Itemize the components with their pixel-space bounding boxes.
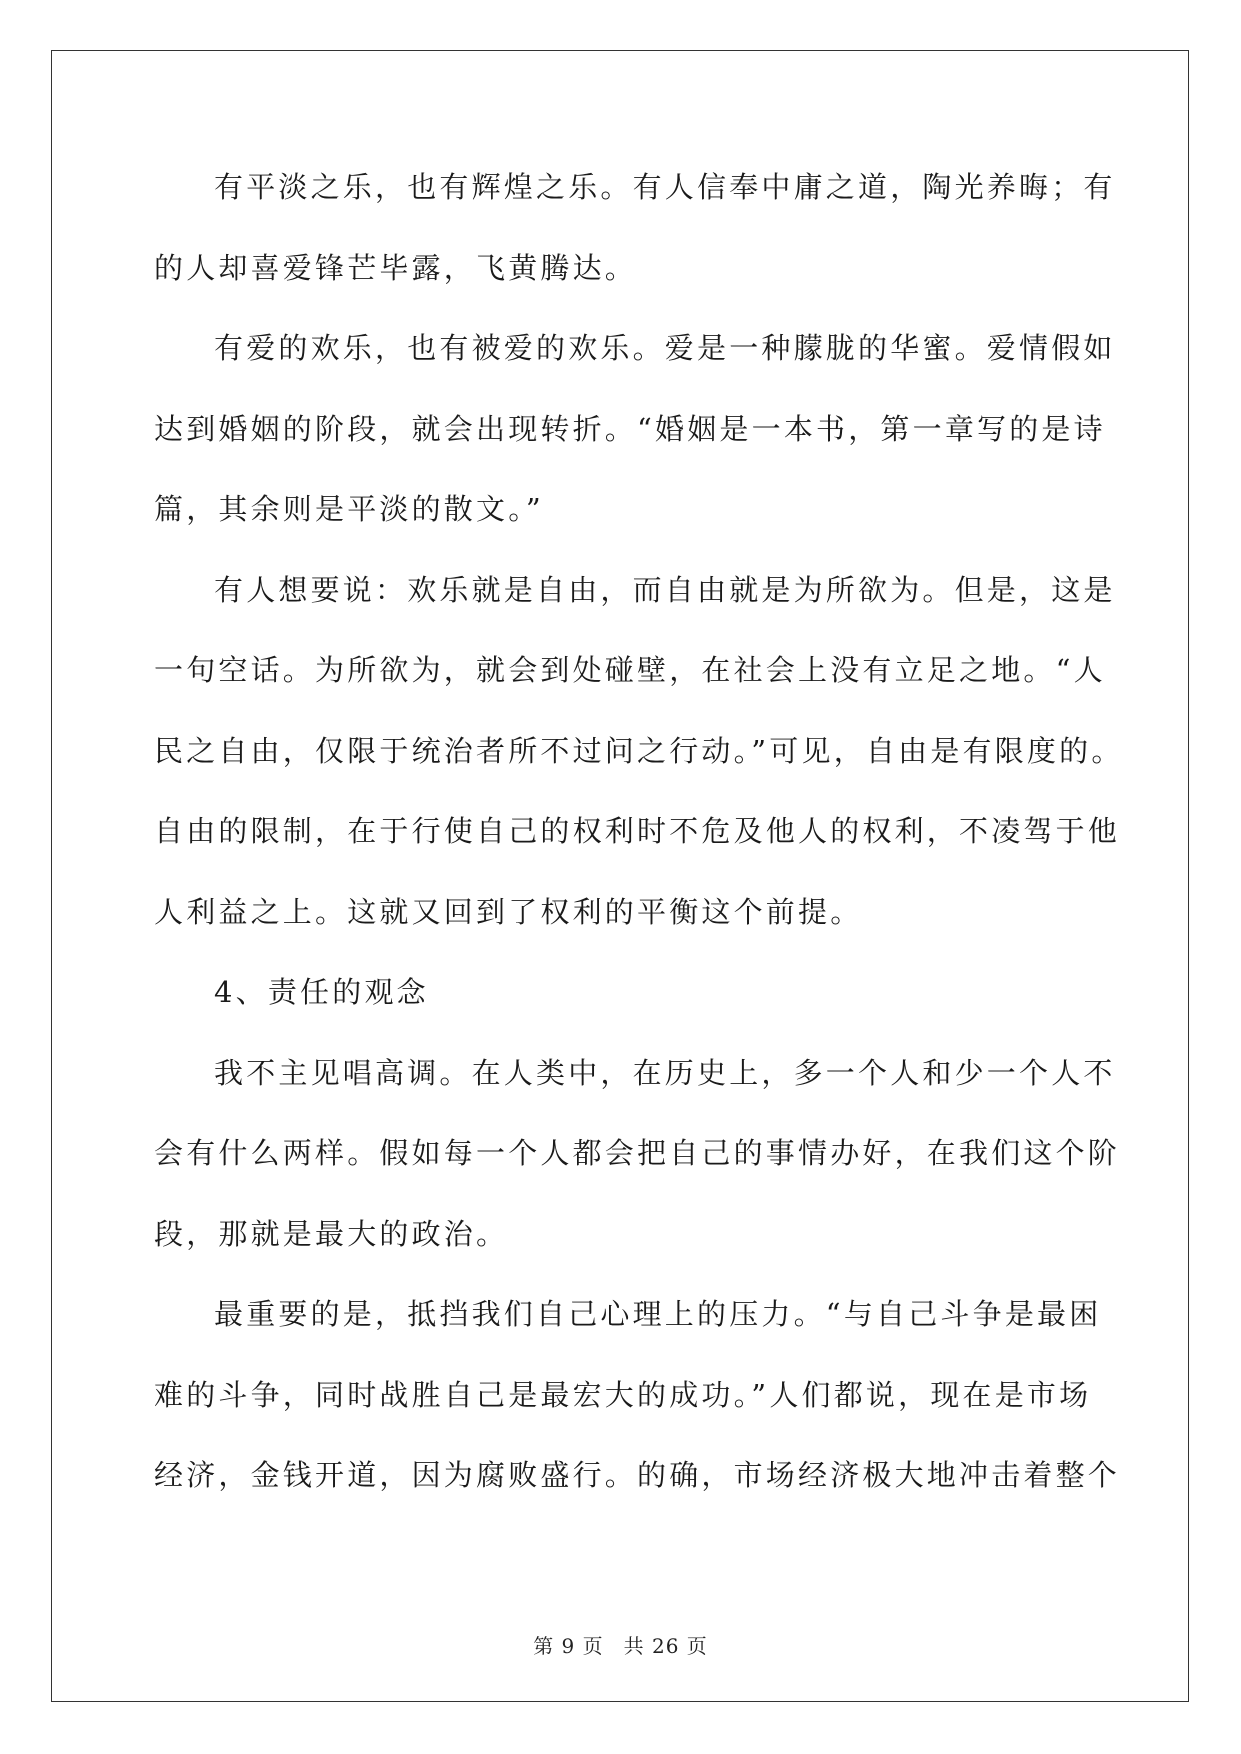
paragraph-3-line-2: 一句空话。为所欲为，就会到处碰壁，在社会上没有立足之地。“人 [154,653,1106,687]
paragraph-3-line-1: 有人想要说：欢乐就是自由，而自由就是为所欲为。但是，这是 [214,573,1116,607]
paragraph-4-line-3: 段，那就是最大的政治。 [154,1217,509,1251]
paragraph-2-line-1: 有爱的欢乐，也有被爱的欢乐。爱是一种朦胧的华蜜。爱情假如 [214,331,1116,365]
paragraph-3-line-5: 人利益之上。这就又回到了权利的平衡这个前提。 [154,895,863,929]
page-total: 共 26 页 [623,1634,708,1658]
paragraph-4-line-2: 会有什么两样。假如每一个人都会把自己的事情办好，在我们这个阶 [154,1136,1121,1170]
paragraph-5-line-1: 最重要的是，抵挡我们自己心理上的压力。“与自己斗争是最困 [214,1297,1102,1331]
page-number: 第 9 页 [533,1634,604,1658]
paragraph-1-line-1: 有平淡之乐，也有辉煌之乐。有人信奉中庸之道，陶光养晦；有 [214,170,1116,204]
page-footer [0,1630,1241,1659]
paragraph-5-line-3: 经济，金钱开道，因为腐败盛行。的确，市场经济极大地冲击着整个 [154,1458,1121,1492]
paragraph-2-line-2: 达到婚姻的阶段，就会出现转折。“婚姻是一本书，第一章写的是诗 [154,412,1106,446]
paragraph-1-line-2: 的人却喜爱锋芒毕露，飞黄腾达。 [154,251,638,285]
paragraph-3-line-3: 民之自由，仅限于统治者所不过问之行动。”可见，自由是有限度的。 [154,734,1124,768]
paragraph-4-line-1: 我不主见唱高调。在人类中，在历史上，多一个人和少一个人不 [214,1056,1116,1090]
paragraph-5-line-2: 难的斗争，同时战胜自己是最宏大的成功。”人们都说，现在是市场 [154,1378,1092,1412]
paragraph-3-line-4: 自由的限制，在于行使自己的权利时不危及他人的权利，不凌驾于他 [154,814,1121,848]
paragraph-2-line-3: 篇，其余则是平淡的散文。” [154,492,544,526]
section-heading: 4、责任的观念 [214,975,429,1009]
